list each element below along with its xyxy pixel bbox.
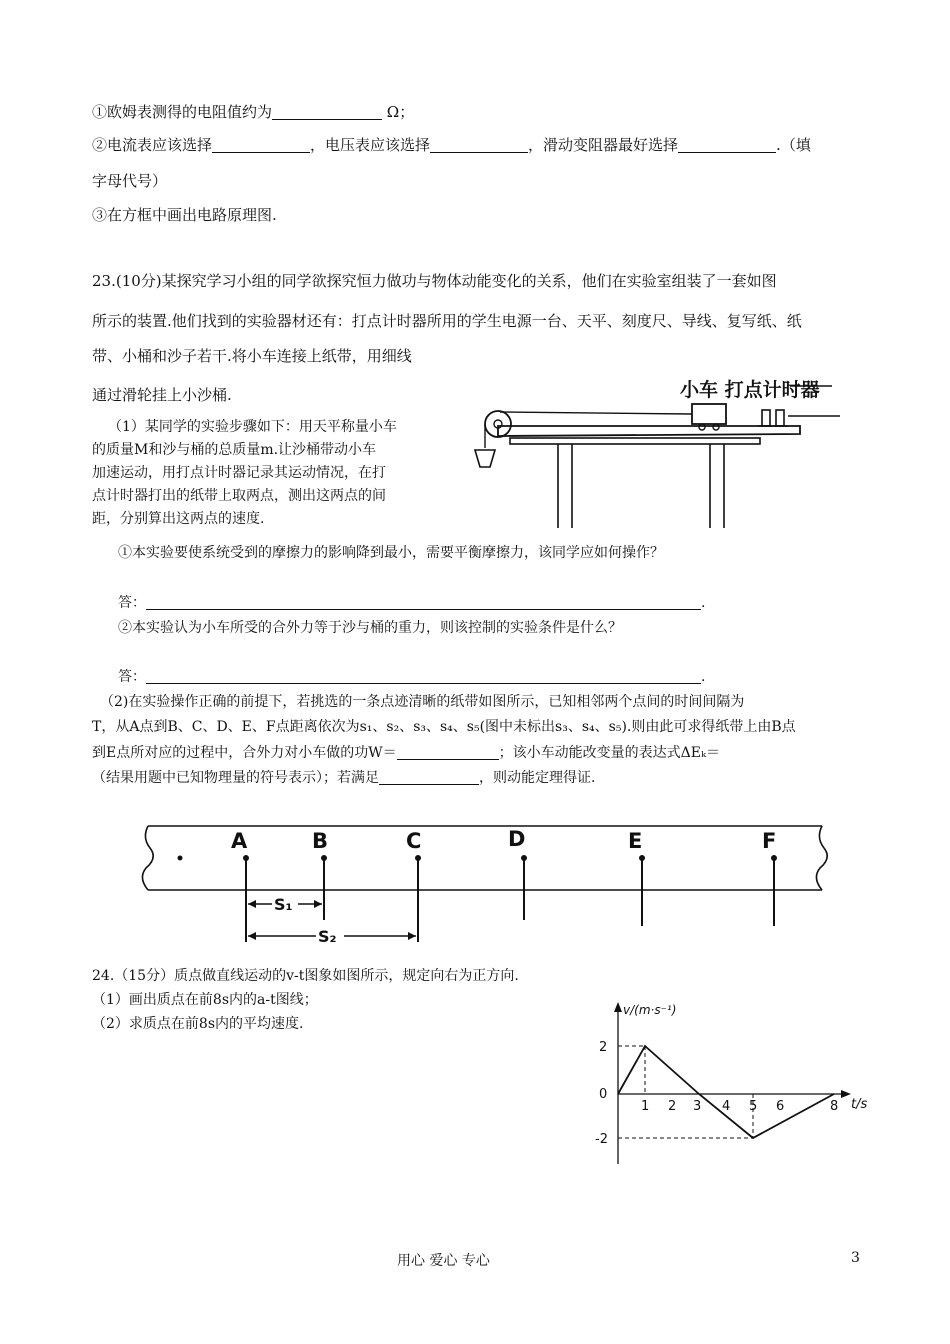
s2-label: S₂	[318, 927, 337, 946]
q23-p1-line-3: 加速运动，用打点计时器记录其运动情况，在打	[92, 465, 386, 481]
q22-item-2-text-c: ，滑动变阻器最好选择	[528, 136, 679, 154]
string-line	[500, 412, 692, 414]
q23-p1-line-4: 点计时器打出的纸带上取两点，测出这两点的间	[92, 488, 386, 504]
tape-dot	[178, 856, 183, 861]
q24-line-2: （1）画出质点在前8s内的a-t图线；	[92, 992, 318, 1008]
q23-p2-line-1: （2)在实验操作正确的前提下，若挑选的一条点迹清晰的纸带如图所示，已知相邻两个点间的时间间隔为	[100, 694, 745, 710]
point-label-d: D	[508, 827, 526, 851]
x-tick-8: 8	[830, 1099, 839, 1114]
q23-intro-line-2: 所示的装置.他们找到的实验器材还有：打点计时器所用的学生电源一台、天平、刻度尺、导线、复写纸、纸	[92, 312, 802, 330]
q22-item-2-text-d: .（填	[776, 136, 811, 154]
answer-blank	[379, 768, 479, 785]
vt-curve	[618, 1046, 834, 1138]
q23-p2-line-3-text-a: 到E点所对应的过程中，合外力对小车做的功W＝	[92, 745, 397, 761]
y-tick-neg2: -2	[595, 1132, 608, 1147]
s1-label: S₁	[274, 895, 293, 914]
q22-item-1-unit: Ω；	[382, 103, 415, 121]
q23-intro-line-4: 通过滑轮挂上小沙桶.	[92, 386, 232, 404]
tape-right-break	[816, 826, 827, 890]
q22-item-1	[92, 101, 414, 122]
answer-label: 答：	[118, 669, 146, 685]
q23-answer-2	[118, 666, 705, 686]
point-label-a: A	[231, 829, 248, 853]
answer-label: 答：	[118, 595, 146, 611]
q23-p2-line-4-text-b: ，则动能定理得证.	[479, 770, 596, 786]
page-number: 3	[851, 1250, 860, 1266]
s1-arrowhead-right	[314, 900, 322, 908]
x-tick-6: 6	[776, 1099, 785, 1114]
answer-blank	[272, 103, 382, 120]
table-top	[510, 438, 760, 444]
timer-post-left	[762, 410, 770, 426]
x-tick-5: 5	[749, 1099, 758, 1114]
y-tick-2: 2	[599, 1040, 608, 1055]
tape-left-break	[142, 826, 153, 890]
vt-graph	[585, 998, 875, 1168]
q23-p2-line-3-text-b: ；该小车动能改变量的表达式ΔEₖ＝	[498, 745, 721, 761]
q24-line-1: 24.（15分）质点做直线运动的v-t图象如图所示，规定向右为正方向.	[92, 968, 519, 984]
point-label-b: B	[312, 829, 329, 853]
q23-question-1: ①本实验要使系统受到的摩擦力的影响降到最小，需要平衡摩擦力，该同学应如何操作？	[118, 545, 664, 561]
x-tick-2: 2	[668, 1099, 677, 1114]
y-axis-label: v/(m·s⁻¹)	[623, 1003, 677, 1017]
q22-item-2-text-b: ，电压表应该选择	[310, 136, 431, 154]
apparatus-label: 小车 打点计时器	[680, 379, 820, 401]
q22-item-3: ③在方框中画出电路原理图.	[92, 206, 277, 224]
answer-blank	[146, 593, 701, 610]
q22-item-1-text: ①欧姆表测得的电阻值约为	[92, 103, 273, 121]
q24-line-3: （2）求质点在前8s内的平均速度.	[92, 1016, 304, 1032]
x-tick-4: 4	[722, 1099, 731, 1114]
q23-intro-line-1: 23.(10分)某探究学习小组的同学欲探究恒力做功与物体动能变化的关系，他们在实验室组装了一套如图	[92, 272, 777, 290]
paper-tape-diagram	[128, 818, 838, 948]
answer-end: .	[701, 669, 706, 685]
x-axis-arrow-icon	[841, 1090, 851, 1098]
y-axis-arrow-icon	[614, 1002, 622, 1012]
point-label-f: F	[762, 829, 777, 853]
q23-answer-1	[118, 592, 705, 612]
x-tick-1: 1	[641, 1099, 650, 1114]
q22-item-2	[92, 134, 811, 155]
q23-intro-line-3: 带、小桶和沙子若干.将小车连接上纸带，用细线	[92, 347, 412, 365]
q23-p2-line-4-text-a: （结果用题中已知物理量的符号表示）；若满足	[92, 770, 379, 786]
answer-end: .	[701, 595, 706, 611]
q23-p2-line-3	[92, 742, 720, 762]
footer-motto: 用心 爱心 专心	[397, 1253, 490, 1269]
x-tick-3: 3	[693, 1099, 702, 1114]
point-label-c: C	[406, 829, 422, 853]
q23-p2-line-2: T，从A点到B、C、D、E、F点距离依次为s₁、s₂、s₃、s₄、s₅(图中未标出s₃、s₄、s₅).则由此可求得纸带上由B点	[92, 719, 796, 735]
cart-body	[692, 404, 726, 424]
q23-question-2: ②本实验认为小车所受的合外力等于沙与桶的重力，则该控制的实验条件是什么？	[118, 620, 622, 636]
q22-item-2-cont: 字母代号）	[92, 172, 168, 190]
q23-p2-line-4	[92, 767, 595, 787]
answer-blank	[678, 136, 776, 153]
q23-p1-line-5: 距，分别算出这两点的速度.	[92, 511, 265, 527]
s1-arrowhead-left	[248, 900, 256, 908]
apparatus-diagram	[470, 372, 850, 532]
q23-p1-line-2: 的质量M和沙与桶的总质量m.让沙桶带动小车	[92, 442, 377, 458]
answer-blank	[212, 136, 310, 153]
timer-post-right	[776, 410, 784, 426]
y-tick-0: 0	[599, 1087, 608, 1102]
s2-arrowhead-left	[248, 932, 256, 940]
track-board	[498, 426, 800, 436]
q23-p1-line-1: （1）某同学的实验步骤如下：用天平称量小车	[108, 419, 397, 435]
point-label-e: E	[628, 829, 643, 853]
sand-bucket-icon	[475, 450, 495, 467]
answer-blank	[146, 667, 701, 684]
answer-blank	[430, 136, 528, 153]
answer-blank	[397, 743, 499, 760]
s2-arrowhead-right	[408, 932, 416, 940]
q22-item-2-text-a: ②电流表应该选择	[92, 136, 213, 154]
x-axis-label: t/s	[851, 1097, 868, 1112]
